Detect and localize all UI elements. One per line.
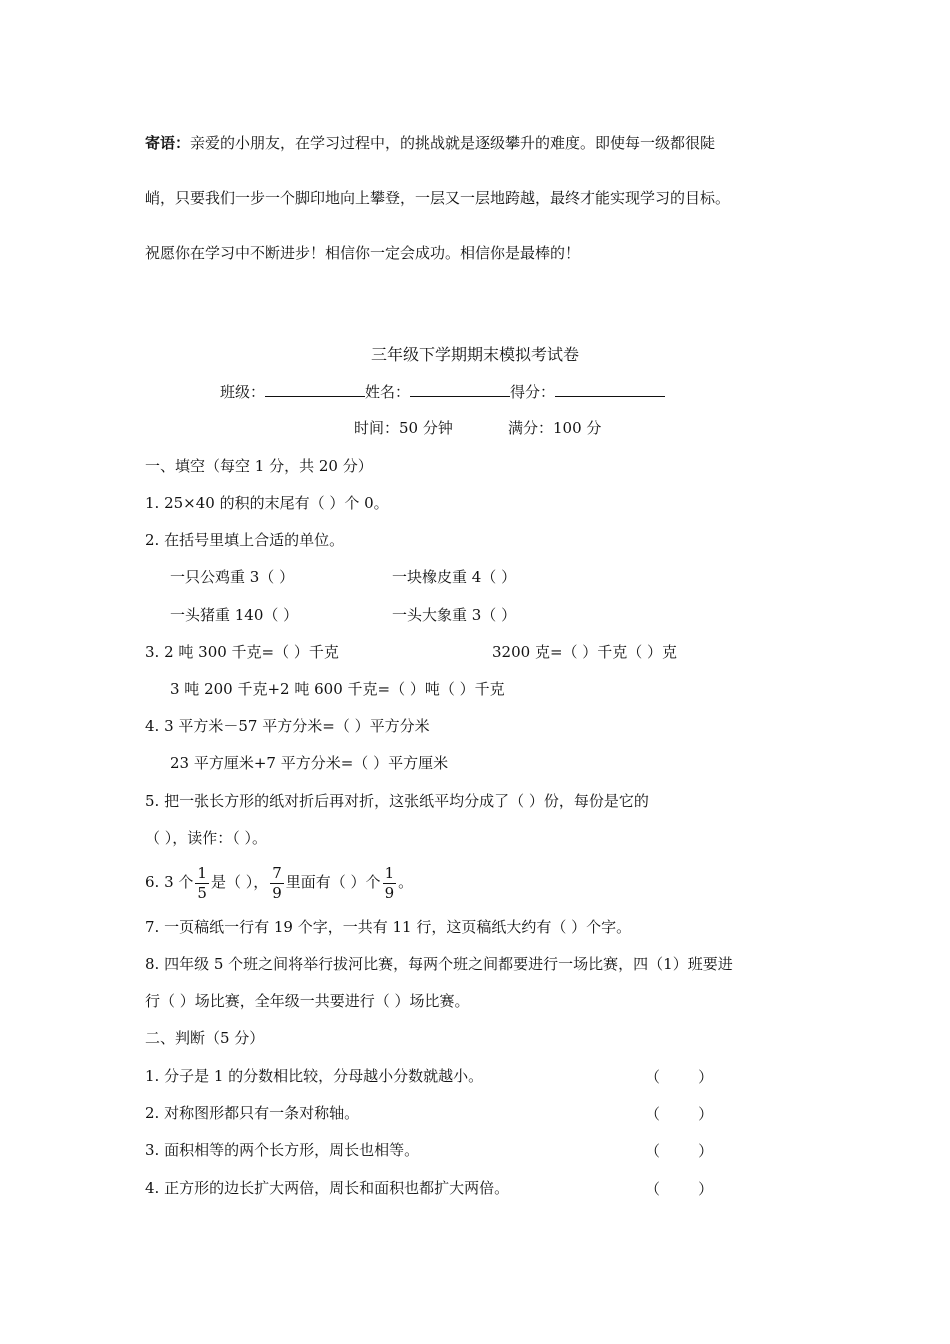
question-7: 7. 一页稿纸一行有 19 个字，一共有 11 行，这页稿纸大约有（ ）个字。: [145, 918, 632, 936]
student-info-row: [220, 382, 665, 402]
section2-heading: 二、判断（5 分）: [145, 1029, 265, 1047]
fraction-seven-ninths: $\frac{7}{9}$: [272, 863, 282, 902]
intro-line-2: 峭，只要我们一步一个脚印地向上攀登，一层又一层地跨越，最终才能实现学习的目标。: [145, 189, 731, 207]
question-1: 1. 25×40 的积的末尾有（ ）个 0。: [145, 494, 389, 512]
question-2a: 一只公鸡重 3（ ）: [170, 568, 295, 586]
question-8b: 行（ ）场比赛，全年级一共要进行（ ）场比赛。: [145, 992, 470, 1010]
fraction-one-ninth: $\frac{1}{9}$: [384, 863, 395, 902]
judge-item-2: 2. 对称图形都只有一条对称轴。: [145, 1104, 360, 1122]
judge-answer-4[interactable]: （ ）: [645, 1180, 714, 1198]
question-5a: 5. 把一张长方形的纸对折后再对折，这张纸平均分成了（ ）份，每份是它的: [145, 792, 649, 810]
class-label: 班级：: [220, 383, 266, 401]
intro-line-3: 祝愿你在学习中不断进步！相信你一定会成功。相信你是最棒的！: [145, 244, 581, 262]
fraction-one-fifth: $\frac{1}{5}$: [197, 863, 207, 902]
class-field[interactable]: [265, 382, 365, 397]
question-4b: 23 平方厘米+7 平方分米=（ ）平方厘米: [170, 754, 449, 772]
question-4a: 4. 3 平方米－57 平方分米=（ ）平方分米: [145, 717, 430, 735]
name-field[interactable]: [410, 382, 510, 397]
question-3b: 3200 克=（ ）千克（ ）克: [492, 643, 678, 661]
time-label: 时间：50 分钟: [354, 419, 453, 437]
score-field[interactable]: [555, 382, 665, 397]
question-3a: 3. 2 吨 300 千克=（ ）千克: [145, 643, 339, 661]
full-score-label: 满分：100 分: [508, 419, 602, 437]
judge-answer-2[interactable]: （ ）: [645, 1105, 714, 1123]
question-6: 6. 3 个 $\frac{1}{5}$ 是（ ）， $\frac{7}{9}$ 里面有（ ）个 $\frac{1}{9}$ 。: [145, 863, 414, 902]
question-2b: 一块橡皮重 4（ ）: [392, 568, 517, 586]
intro-line-1: 寄语：亲爱的小朋友，在学习过程中，的挑战就是逐级攀升的难度。即使每一级都很陡: [145, 134, 716, 152]
intro-label: 寄语：: [145, 134, 191, 152]
judge-item-1: 1. 分子是 1 的分数相比较，分母越小分数就越小。: [145, 1067, 484, 1085]
question-2c: 一头猪重 140（ ）: [170, 606, 299, 624]
score-label: 得分：: [510, 383, 556, 401]
name-label: 姓名：: [365, 383, 411, 401]
question-3c: 3 吨 200 千克+2 吨 600 千克=（ ）吨（ ）千克: [170, 680, 505, 698]
question-2: 2. 在括号里填上合适的单位。: [145, 531, 345, 549]
judge-item-4: 4. 正方形的边长扩大两倍，周长和面积也都扩大两倍。: [145, 1179, 510, 1197]
section1-heading: 一、填空（每空 1 分，共 20 分）: [145, 457, 373, 475]
question-5b: （ ），读作：（ ）。: [145, 829, 268, 847]
exam-title: 三年级下学期期末模拟考试卷: [370, 345, 579, 364]
question-2d: 一头大象重 3（ ）: [392, 606, 517, 624]
judge-answer-3[interactable]: （ ）: [645, 1142, 714, 1160]
question-8a: 8. 四年级 5 个班之间将举行拔河比赛，每两个班之间都要进行一场比赛，四（1）班要进: [145, 955, 733, 973]
judge-answer-1[interactable]: （ ）: [645, 1068, 714, 1086]
judge-item-3: 3. 面积相等的两个长方形，周长也相等。: [145, 1141, 420, 1159]
